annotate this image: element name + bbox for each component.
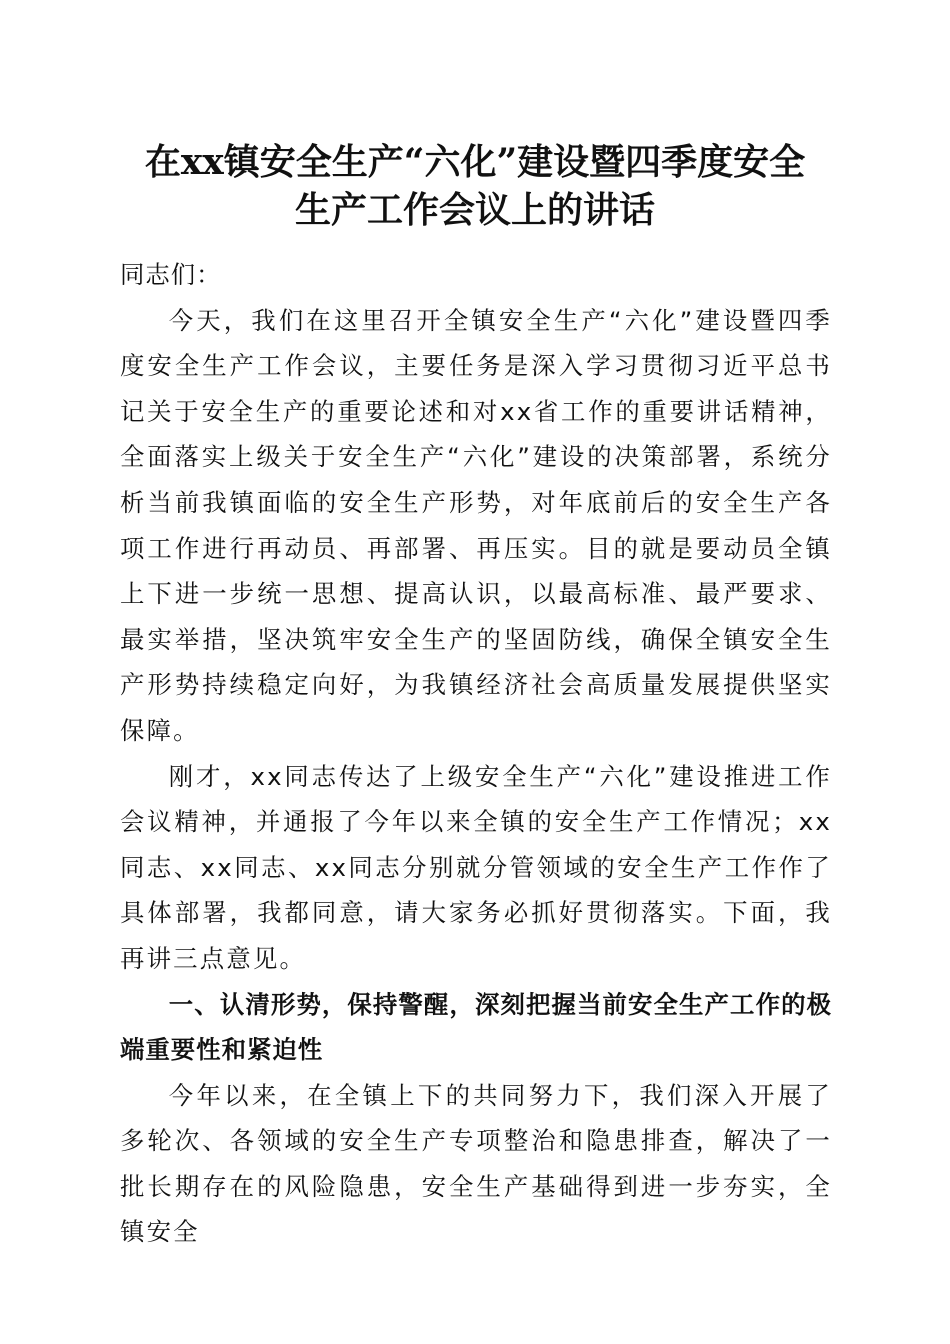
paragraph-opening: 今天，我们在这里召开全镇安全生产“六化”建设暨四季度安全生产工作会议，主要任务是深入学习贯彻习近平总书记关于安全生产的重要论述和对xx省工作的重要讲话精神，全面落实上级关于安全生产“六化”建设的决策部署，系统分析当前我镇面临的安全生产形势，对年底前后的安全生产各项工作进行再动员、再部署、再压实。目的就是要动员全镇上下进一步统一思想、提高认识，以最高标准、最严要求、最实举措，坚决筑牢安全生产的坚固防线，确保全镇安全生产形势持续稳定向好，为我镇经济社会高质量发展提供坚实保障。 <box>120 305 832 745</box>
document-title-line-1: 在xx镇安全生产“六化”建设暨四季度安全 <box>144 141 806 183</box>
document-title-line-2: 生产工作会议上的讲话 <box>294 189 655 231</box>
salutation: 同志们： <box>120 260 222 289</box>
paragraph-agenda: 刚才，xx同志传达了上级安全生产“六化”建设推进工作会议精神，并通报了今年以来全镇的安全生产工作情况；xx同志、xx同志、xx同志分别就分管领域的安全生产工作作了具体部署，我都同意，请大家务必抓好贯彻落实。下面，我再讲三点意见。 <box>120 761 832 973</box>
document-body <box>120 252 832 1255</box>
paragraph-situation: 今年以来，在全镇上下的共同努力下，我们深入开展了多轮次、各领域的安全生产专项整治和隐患排查，解决了一批长期存在的风险隐患，安全生产基础得到进一步夯实，全镇安全 <box>120 1080 832 1247</box>
section-heading-1: 一、认清形势，保持警醒，深刻把握当前安全生产工作的极端重要性和紧迫性 <box>120 989 832 1065</box>
